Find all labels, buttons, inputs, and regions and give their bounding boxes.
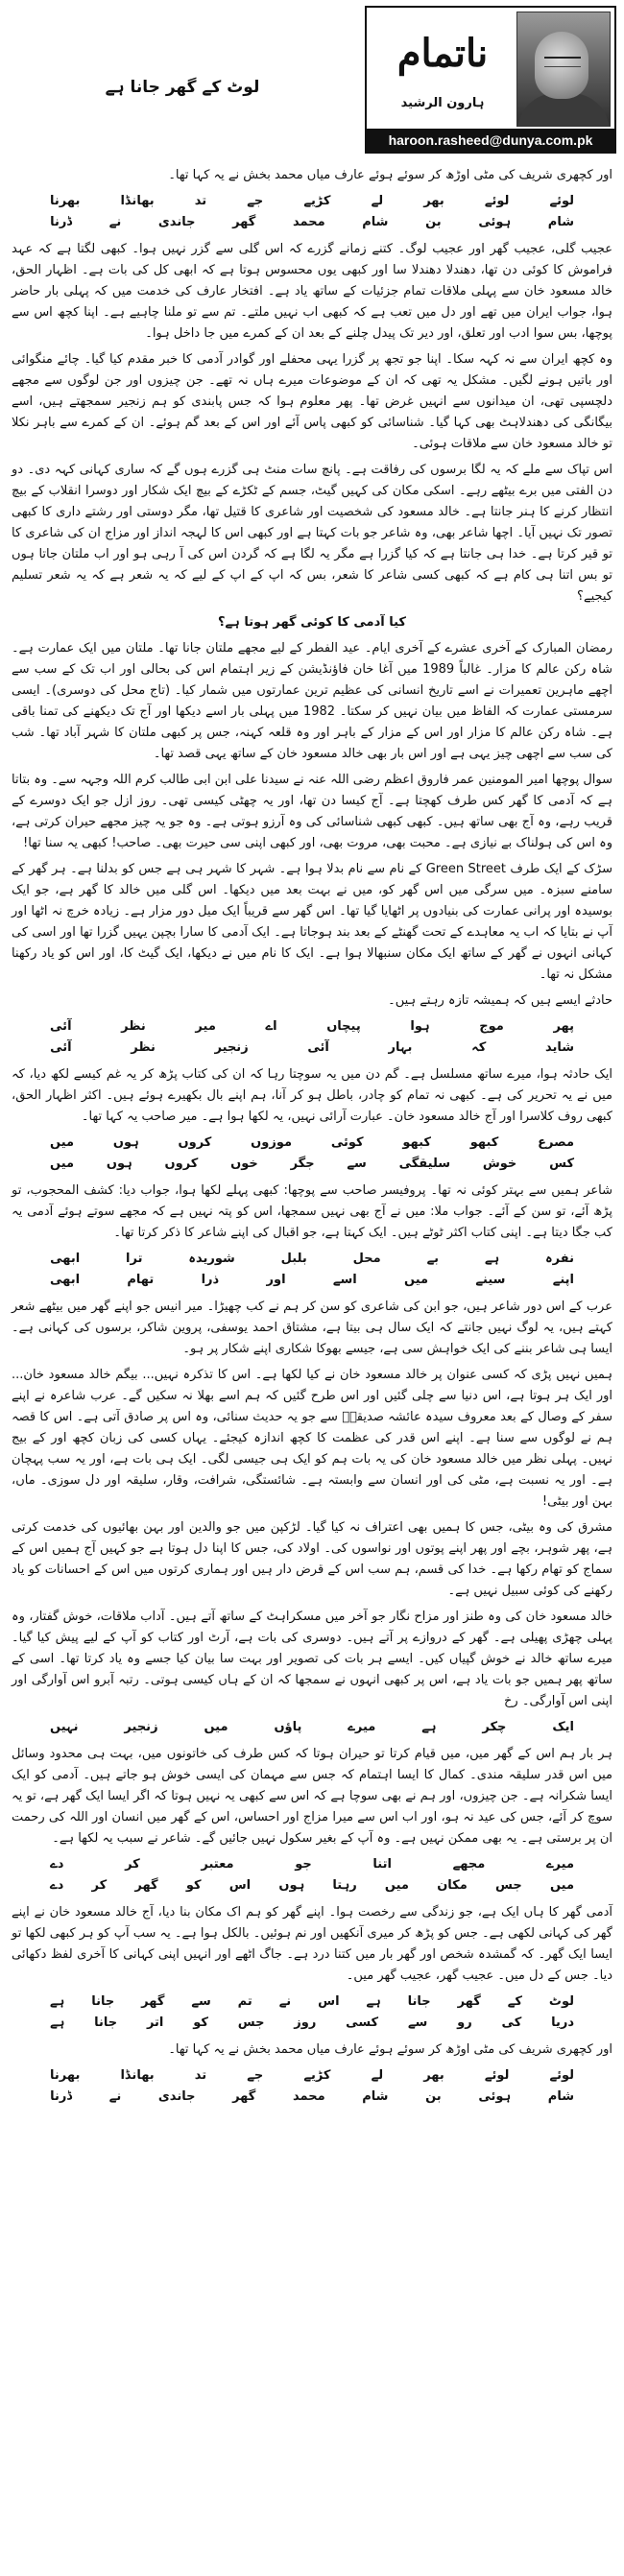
poem-word: بن bbox=[425, 2089, 442, 2104]
poem-line bbox=[12, 1016, 612, 1038]
poem-word: کو bbox=[193, 2015, 208, 2030]
poem-word: سے bbox=[407, 2015, 428, 2030]
poem-word: کڑیے bbox=[303, 194, 331, 208]
poem-word: محمد bbox=[292, 215, 325, 229]
paragraph: عرب کے اس دور شاعر ہیں، جو ابن کی شاعری کو سن کر ہم نے کب چھیڑا۔ میر انیس جو اپنے گھر میں بیٹھے شعر کہتے ہیں، یہ لوگ نہیں جانتے کہ ایک سال ہی بیتا ہے، مشتاق احمد یوسفی، پروین شاکر، برسوں کی کہانی ہے۔ ایسا ہی شاعر بننے کی ایک خواہش سی ہے، جیسے بھوکا شکاری اپنے شکار پر ہو۔ bbox=[12, 1300, 612, 1356]
paragraph: سڑک کے ایک طرف Green Street کے نام سے نام بدلا ہوا ہے۔ شہر کا شہر ہی ہے جس کو بدلنا ہے۔ ہر گھر کے سامنے سبزہ۔ میں سرگی میں اس گھر کو، میں نے بہت بعد میں دیکھا۔ اس گلی میں خالد کا گھر ہے، جو ایک بوسیدہ اور پرانی عمارت کی بنیادوں پر اٹھایا گیا تھا۔ اس گھر سے قریباً ایک میل دور مزار ہے۔ زیادہ خرچ نہ اٹھا اور آپ نے بتایا کہ اب یہ معاہدے کے تحت گھنٹے کے بعد بند ہوجاتا ہے۔ ایک آدمی کا سارا بچپن یہیں گزرا تھا اور اسی کی کہانی انہوں نے گھر کے ساتھ ایک مکان سنبھالا ہوا ہے۔ ایک کا نام میں نے دیکھا، ایک گیٹ کا، اور اس کو یاد رکھنا مشکل نہ تھا۔ bbox=[12, 862, 612, 982]
poem-word: اپنے bbox=[552, 1273, 574, 1287]
poem-word: مصرع bbox=[538, 1135, 574, 1150]
poem-word: بن bbox=[425, 215, 442, 229]
poem-word: ہوئی bbox=[478, 215, 512, 229]
poem-word: جاندی bbox=[157, 2089, 196, 2104]
poem-word: کوئی bbox=[330, 1135, 364, 1150]
poem-line bbox=[12, 1154, 612, 1175]
paragraph: اور کچھری شریف کی مٹی اوڑھ کر سوئے ہوئے عارف میاں محمد بخش نے یہ کہا تھا۔ bbox=[168, 2042, 612, 2057]
poem-word: آئی bbox=[307, 1040, 329, 1055]
poem-word: ترا bbox=[126, 1252, 143, 1266]
poem-word: اسے bbox=[332, 1273, 357, 1287]
poem-line bbox=[12, 212, 612, 233]
paragraph: وہ کچھ ایران سے نہ کہہ سکا۔ اپنا جو تجھ پر گزرا یہی محفلے اور گوادر آدمی کا خبر مقدم کیا گیا۔ چائے منگوائی اور باتیں ہونے لگیں۔ مشکل یہ تھی کہ ان کے موضوعات میرے ہاں نہ تھے۔ جن چیزوں اور جن لوگوں سے مجھے دلچسپی تھی، ان میدانوں سے انہیں غرض تھا۔ پھر معلوم ہوا کہ جس پابندی کو ہم زنجیر سمجھتے ہیں، اسے بیگانگی کی دھندلاہٹ بھی کہا گیا۔ شناسائی کو کبھی پاس آئے اور اس کے بعد گم ہوئے۔ ان کے کمرے سے باہر نکلا تو خالد مسعود خان سے ملاقات ہوئی۔ bbox=[12, 352, 612, 451]
poem-word: جے bbox=[247, 2068, 264, 2083]
poem-line bbox=[12, 191, 612, 212]
poem-word: ہے bbox=[484, 1252, 500, 1266]
poem-word: کبھو bbox=[469, 1135, 499, 1150]
poem-word: گھر bbox=[134, 1878, 158, 1893]
poem-word: دے bbox=[50, 1878, 64, 1893]
poem-word: پھر bbox=[553, 1019, 574, 1034]
poem-word: بھر bbox=[423, 2068, 444, 2083]
author-email[interactable]: haroon.rasheed@dunya.com.pk bbox=[367, 129, 614, 152]
poem-word: لے bbox=[371, 2068, 384, 2083]
poem-word: اے bbox=[265, 1019, 277, 1034]
poem-word: کبھو bbox=[402, 1135, 431, 1150]
article-body bbox=[12, 165, 612, 2113]
poem-couplet bbox=[12, 1854, 612, 1896]
poem-word: لوئے bbox=[549, 194, 574, 208]
poem-word: موج bbox=[479, 1019, 504, 1034]
poem-word: ہوں bbox=[112, 1135, 139, 1150]
poem-word: لوئے bbox=[484, 2068, 510, 2083]
poem-line bbox=[12, 1875, 612, 1896]
poem-word: ابھی bbox=[50, 1273, 81, 1287]
poem-line bbox=[12, 1249, 612, 1270]
poem-word: نظر bbox=[121, 1019, 146, 1034]
pull-question: کیا آدمی کا کوئی گھر ہوتا ہے؟ bbox=[218, 615, 406, 630]
poem-word: لے bbox=[371, 194, 384, 208]
poem-word: بھرنا bbox=[50, 2068, 81, 2083]
poem-line bbox=[12, 2087, 612, 2108]
poem-line bbox=[12, 1992, 612, 2013]
poem-word: اتنا bbox=[372, 1857, 392, 1872]
poem-word: سے bbox=[347, 1157, 367, 1171]
poem-word: جگر bbox=[290, 1157, 315, 1171]
poem-word: بھرنا bbox=[50, 194, 81, 208]
poem-word: بھانڈا bbox=[120, 194, 155, 208]
poem-word: خوش bbox=[482, 1157, 517, 1171]
poem-word: نہیں bbox=[50, 1720, 79, 1734]
poem-word: سینے bbox=[475, 1273, 506, 1287]
poem-word: کروں bbox=[178, 1135, 212, 1150]
poem-word: نے bbox=[278, 1994, 292, 2009]
poem-word: میر bbox=[195, 1019, 216, 1034]
poem-line bbox=[12, 1717, 612, 1738]
poem-word: کڑیے bbox=[303, 2068, 331, 2083]
poem-word: جس bbox=[494, 1878, 522, 1893]
poem-word: روز bbox=[294, 2015, 317, 2030]
poem-word: پیچاں bbox=[326, 1019, 361, 1034]
poem-word: شوریدہ bbox=[188, 1252, 235, 1266]
poem-word: میرے bbox=[348, 1720, 376, 1734]
poem-word: کے bbox=[507, 1994, 522, 2009]
poem-word: کر bbox=[125, 1857, 140, 1872]
poem-word: گھر bbox=[232, 215, 256, 229]
article-headline: لوٹ کے گھر جانا ہے bbox=[105, 78, 260, 97]
poem-word: شام bbox=[362, 2089, 389, 2104]
poem-word: کسی bbox=[346, 2015, 379, 2030]
poem-word: لوئے bbox=[549, 2068, 574, 2083]
poem-word: بے bbox=[426, 1252, 440, 1266]
paragraph: مشرق کی وہ بیٹی، جس کا ہمیں بھی اعتراف نہ کیا گیا۔ لڑکپن میں جو والدین اور بہن بھائیوں کی خدمت کرتی ہے، پھر شوہر، بچے اور پھر اپنے پوتوں اور نواسوں کی۔ اولاد کی، جس کا اپنا دل ہوتا ہے جو کہیں آج ہمیں اس کے سماج کو تھام رکھا ہے۔ خدا کی قسم، ہم سب اس کے قرض دار ہیں اور ہماری کرتوں میں اس کے احسانات کو یاد رکھنے کی کوئی سبیل نہیں ہے۔ bbox=[12, 1520, 612, 1598]
poem-word: بھر bbox=[423, 194, 444, 208]
poem-word: معتبر bbox=[201, 1857, 234, 1872]
poem-word: جانا bbox=[91, 1994, 115, 2009]
paragraph: آدمی گھر کا ہاں ایک ہے، جو زندگی سے رخصت ہوا۔ اپنے گھر کو ہم اک مکان بنا دیا، آج خالد مسعود خان نے اپنے گھر کی کہانی لکھی ہے۔ جس کو پڑھ کر میری آنکھیں اور نم ہوئیں۔ بالکل ہوا ہے۔ یہ سب آپ کو ہر کبھی لکھا تو ایسا ایک گھر۔ کہ گمشدہ شخص اور گھر بار میں کتنا درد ہے۔ جاگ اٹھے اور انہیں اپنی کہانی کا آخری لفظ دکھائی دیا۔ جس کے دل میں۔ عجیب گھر، عجیب گھر میں۔ bbox=[12, 1905, 612, 1983]
poem-word: تد bbox=[194, 194, 207, 208]
paragraph: عجیب گلی، عجیب گھر اور عجیب لوگ۔ کتنے زمانے گزرے کہ اس گلی سے گزر نہیں ہوا۔ کبھی لگتا ہے کہ عہد فراموش کا کوئی دن تھا، دھندلا دھندلا سا اور کبھی یوں محسوس ہوتا ہے کہ ابھی کل کی بات ہے۔ اظہار الحق، خالد مسعود خان سے پہلی ملاقات تمام جزئیات کے ساتھ یاد ہے۔ افتخار عارف کی خدمت میں کہ پہلی بار حاضر ہوا، جواب ایران میں تھے اور دل میں تعب ہے کہ کبھی اب نہیں ملتے۔ تم سے تو ملنا چاہیے ہے۔ اپنا کچھ اس سے پوچھا، بس سوا ادب اور تعلق، اور دیر تک پیدل چلنے کے بعد ان کے کمرے میں جا داخل ہوا۔ bbox=[12, 242, 612, 341]
poem-word: اتر bbox=[146, 2015, 164, 2030]
poem-word: شام bbox=[547, 2089, 574, 2104]
author-name: ہارون الرشید bbox=[400, 96, 485, 110]
poem-word: جانا bbox=[407, 1994, 431, 2009]
poem-word: میں bbox=[549, 1878, 574, 1893]
poem-line bbox=[12, 2013, 612, 2034]
poem-word: ہوں bbox=[106, 1157, 132, 1171]
poem-word: مجھے bbox=[452, 1857, 486, 1872]
column-brand: ناتمام bbox=[396, 31, 489, 76]
paragraph: اور کچھری شریف کی مٹی اوڑھ کر سوئے ہوئے عارف میاں محمد بخش نے یہ کہا تھا۔ bbox=[168, 168, 612, 182]
poem-word: لوٹ bbox=[548, 1994, 574, 2009]
paragraph: ہمیں نہیں پڑی کہ کسی عنوان پر خالد مسعود خان نے کیا لکھا ہے۔ اس کا تذکرہ نہیں... بیگم خالد مسعود خان... اور ایک ہر ہوتا ہے، اس دنیا سے چلی گئیں اور اس طرح گئیں کہ ہم اسے بھلا نہ سکیں گے۔ عرب شاعرہ نے اپنے سفر کے وصال کے بعد معروف سیدہ عائشہ صدیقہؓ سے جو یہ حدیث سنائی، وہ اس پر صادق آتی ہے۔ اس کا قصہ ہم نے لوگوں سے سنا ہے۔ اپنے اس قدر کی عظمت کا کچھ اندازہ کیجئے۔ یہاں کسی کی زبان کچھ اور کے بیج نہیں۔ پہلی نظر میں خالد مسعود خان کی یہ بات ہم کو ایک ہی جیسی لگی۔ ایک ہی بات ہے، اور یہ سب پہچان ہے۔ اور یہ نسبت ہے، مٹی کی اور انسان سے وابستہ ہے۔ شائستگی، شرافت، وقار، سلیقہ اور دل سوزی۔ ماں، بہن اور بیٹی! bbox=[12, 1368, 612, 1509]
poem-word: میں bbox=[50, 1157, 75, 1171]
poem-word: میرے bbox=[545, 1857, 574, 1872]
poem-word: ڈرنا bbox=[50, 2089, 73, 2104]
poem-line bbox=[12, 1038, 612, 1059]
poem-word: نے bbox=[108, 2089, 122, 2104]
poem-word: جاندی bbox=[157, 215, 196, 229]
author-photo bbox=[516, 12, 611, 127]
poem-word: گھر bbox=[457, 1994, 481, 2009]
poem-couplet bbox=[12, 1249, 612, 1291]
poem-line bbox=[12, 2065, 612, 2087]
poem-couplet bbox=[12, 191, 612, 233]
poem-word: ابھی bbox=[50, 1252, 81, 1266]
poem-word: نظر bbox=[131, 1040, 156, 1055]
poem-word: ہے bbox=[50, 2015, 65, 2030]
poem-couplet bbox=[12, 2065, 612, 2108]
poem-word: نے bbox=[108, 215, 122, 229]
poem-word: ڈرنا bbox=[50, 215, 73, 229]
poem-word: ہوں bbox=[278, 1878, 305, 1893]
poem-word: کی bbox=[501, 2015, 522, 2030]
poem-word: نفرہ bbox=[545, 1252, 574, 1266]
paragraph: حادثے ایسے ہیں کہ ہمیشہ تازہ رہتے ہیں۔ bbox=[388, 993, 612, 1008]
poem-word: میں bbox=[204, 1720, 228, 1734]
poem-word: کہ bbox=[471, 1040, 487, 1055]
poem-word: ہے bbox=[366, 1994, 381, 2009]
poem-word: رو bbox=[457, 2015, 472, 2030]
poem-word: ایک bbox=[552, 1720, 574, 1734]
poem-word: ہوئی bbox=[478, 2089, 512, 2104]
poem-couplet bbox=[12, 1133, 612, 1175]
poem-word: جانا bbox=[94, 2015, 118, 2030]
poem-line bbox=[12, 1270, 612, 1291]
poem-word: اس bbox=[318, 1994, 340, 2009]
poem-word: بہار bbox=[388, 1040, 413, 1055]
poem-word: ذرا bbox=[201, 1273, 220, 1287]
poem-word: موزوں bbox=[251, 1135, 293, 1150]
paragraph: رمضان المبارک کے آخری عشرے کے آخری ایام۔ عید الفطر کے لیے مجھے ملتان جانا تھا۔ ملتان میں ایک عمارت ہے۔ شاہ رکن عالم کا مزار۔ غالباً 1989 میں آغا خان فاؤنڈیشن کے زیر اہتمام اس کی بحالی اور اب تک کے سب سے اچھے ماہرین تعمیرات نے اسے تاریخ انسانی کی عظیم ترین عمارتوں میں شمار کیا۔ (تاج محل کی دوسری)۔ ایسی سرمستی عمارت کہ الفاظ میں بیان نہیں کر سکتا۔ 1982 میں پہلی بار اسے دیکھا اور آج تک دیکھنے کی تمنا باقی ہے۔ شاہ رکن عالم کا مزار اور اس کے مزار کے باہر اور وہ قلعہ کہنہ، جس پر کبھی ملتان کا شہر آباد تھا۔ شب کی سب سے اچھی چیز یہی ہے اور اس بار بھی خالد مسعود خان کے ساتھ یہی قصد تھا۔ bbox=[12, 641, 613, 761]
poem-word: زنجیر bbox=[124, 1720, 158, 1734]
poem-word: شام bbox=[547, 215, 574, 229]
poem-word: کر bbox=[91, 1878, 108, 1893]
poem-word: مکان bbox=[437, 1878, 468, 1893]
poem-word: جے bbox=[247, 194, 264, 208]
paragraph: اس تپاک سے ملے کہ یہ لگا برسوں کی رفاقت ہے۔ پانچ سات منٹ ہی گزرے ہوں گے کہ ساری کہانی کہہ دی۔ دو دن الفتی میں برے بیٹھے رہے۔ اسکی مکان کی کہیں گیٹ، جسم کے ٹکڑے کے بیچ ایک شکار اور دوسرا انقلاب کے بیچ انتظار کرنے کا ہنر جانتا ہے۔ خالد مسعود کی شخصیت اور شاعری کا قتیل تھا، مگر دوستی اور رشتے داری کا کبھی تصور تک نہیں آیا۔ اچھا شاعر بھی، وہ شاعر جو بات کہتا ہے اور کبھی اس کا لہجہ انداز اور مزاج ان کی شاعری کا تو قیر کرتا ہے۔ خدا ہی جانتا ہے کہ کیا گزرا ہے مگر یہ لگا ہے کہ گردن اس کی آ رہی ہو اور اب ملتان جاتا ہوں تو بس اتنا ہی کام ہے کہ کبھی کسی شاعر کا شعر، بس کہ اپ کے اپ کے لیے کہ یہ شعر ہے کہ یہ شعر تسلیم کیجیے؟ bbox=[12, 463, 612, 604]
poem-word: اس bbox=[228, 1878, 252, 1893]
poem-word: میں bbox=[384, 1878, 409, 1893]
poem-word: سے bbox=[191, 1994, 211, 2009]
poem-word: کو bbox=[185, 1878, 202, 1893]
poem-word: تم bbox=[237, 1994, 252, 2009]
poem-couplet bbox=[12, 1717, 612, 1738]
poem-word: ہے bbox=[421, 1720, 437, 1734]
poem-line bbox=[12, 1854, 612, 1875]
poem-word: محل bbox=[352, 1252, 381, 1266]
poem-word: میں bbox=[50, 1135, 75, 1150]
paragraph: شاعر ہمیں سے بہتر کوئی نہ تھا۔ پروفیسر صاحب سے پوچھا: کبھی پہلے لکھا ہوا، جواب دیا: کشف المحجوب، تو پڑھ آئے، تو سن کے آئے۔ جواب ملا: میں نے آج بھی نہیں سمجھا، اس کو پتہ نہیں ہے کہ مجھے سوتے ہوئے آدمی یہ کب جگا دیتا ہے۔ اپنی کتاب اکثر ٹوٹے ہیں۔ ایک کہتا ہے، جو اقبال کی اپنے شاعر کا ذکر کرتا تھا۔ bbox=[12, 1183, 612, 1240]
paragraph: ہر بار ہم اس کے گھر میں، میں قیام کرتا تو حیران ہوتا کہ کس طرف کی خاتونوں میں، بہت ہی محدود وسائل میں اس قدر سلیقہ مندی۔ کمال کا ایسا اہتمام کہ جس سے مہمان کی ایسی خوش ہو جاتے ہیں۔ آدمی کو ایک ایسا شکرانہ ہے۔ جن چیزوں، اور ہم نے بھی سوچا ہے کہ اس سے کبھی یہ نہیں ہوتا کہ اگر ایسا ایک گھر ہے، تو یہ سوچ کر آئے، جس کی عید نہ ہو، اور اب اس سے میرا مزاج اور احساس، اس کے گھر میں انسان اور اللہ کی رحمت ان پر برستی ہے۔ یہ بھی ممکن نہیں ہے۔ وہ آپ کے بغیر سکول نہیں جائیں گے۔ شاعر نے سبب یہ لکھا ہے۔ bbox=[12, 1747, 612, 1846]
poem-word: بلبل bbox=[280, 1252, 307, 1266]
poem-word: ہے bbox=[50, 1994, 65, 2009]
poem-word: میں bbox=[404, 1273, 429, 1287]
poem-word: گھر bbox=[141, 1994, 165, 2009]
poem-word: محمد bbox=[292, 2089, 325, 2104]
poem-word: تھام bbox=[127, 1273, 155, 1287]
poem-word: پاؤں bbox=[274, 1720, 302, 1734]
poem-word: اور bbox=[266, 1273, 286, 1287]
poem-word: ہوا bbox=[410, 1019, 430, 1034]
poem-word: کروں bbox=[164, 1157, 199, 1171]
paragraph: خالد مسعود خان کی وہ طنز اور مزاح نگار جو آخر میں مسکراہٹ کے ساتھ آتے ہیں۔ آداب ملاقات، خوش گفتار، وہ پہلی چھڑی پھیلی ہے۔ گھر کے دروازے پر آتے ہیں۔ دوسری کی بات ہے، آرٹ اور کتاب کو آپ کے لیے پیش کیا گیا۔ میرے ساتھ خالد نے خوش گپیاں کیں۔ ایسے ہر بات کی تصویر اور بہت سا بیان کیا جسے وہ یاد کرتا تھا۔ اسی کے ساتھ پھر ہمیں جو بات یاد ہے، اس پر کبھی انہوں نے سمجھا کہ ان کے ہاں کیسی ہوتی۔ رتبہ آبرو اس آوارگی اور اپنی اس آوارگی۔ رخ bbox=[12, 1610, 612, 1708]
poem-word: رہتا bbox=[332, 1878, 357, 1893]
poem-word: کس bbox=[549, 1157, 574, 1171]
poem-word: خوں bbox=[230, 1157, 258, 1171]
column-header bbox=[365, 6, 616, 154]
poem-word: شاید bbox=[544, 1040, 574, 1055]
poem-word: سلیقگی bbox=[398, 1157, 451, 1171]
poem-word: شام bbox=[362, 215, 389, 229]
poem-couplet bbox=[12, 1992, 612, 2034]
poem-word: جس bbox=[237, 2015, 265, 2030]
poem-word: جو bbox=[295, 1857, 312, 1872]
poem-word: زنجیر bbox=[214, 1040, 249, 1055]
poem-word: گھر bbox=[232, 2089, 256, 2104]
poem-word: لوئے bbox=[484, 194, 510, 208]
poem-word: بھانڈا bbox=[120, 2068, 155, 2083]
poem-word: چکر bbox=[482, 1720, 507, 1734]
paragraph: سوال پوچھا امیر المومنین عمر فاروق اعظم رضی اللہ عنہ نے سیدنا علی ابن ابی طالب کرم اللہ وجہہ سے۔ وہ بتاتا ہے کہ آدمی کا گھر کس طرف کھچتا ہے۔ آج کیسا دن تھا، اور یہ چھٹی کیسی تھی۔ روز ازل جو ایک دوسرے کے قریب رہے، وہ آج بھی ساتھ ہیں۔ کبھی کبھی شناسائی کی وہ آرزو ہوتی ہے۔ وہ جو یہ چیز مجھے حیران کرتی ہے، وہ اس کی ہولناک بے نیازی ہے۔ محبت بھی، مروت بھی، اور کبھی اپنی سی حیرت بھی۔ صاحب! کبھی یہ سنا تھا! bbox=[12, 773, 612, 850]
poem-word: دے bbox=[50, 1857, 64, 1872]
poem-couplet bbox=[12, 1016, 612, 1059]
poem-word: دریا bbox=[551, 2015, 574, 2030]
poem-line bbox=[12, 1133, 612, 1154]
paragraph: ایک حادثہ ہوا، میرے ساتھ مسلسل ہے۔ گم دن میں یہ سوچتا رہا کہ ان کی کتاب پڑھ کر یہ غم کیسے لکھ دیا، کہ میں نے یہ تحریر کی ہے۔ کبھی نہ تمام کو چادر، باطل ہو کر آنا، ہم اپنے بال بکھیرے ہوئے ہیں۔ اکثر اظہار الحق، کبھی روف کلاسرا اور آج خالد مسعود خان۔ عبارت آرائی نہیں، یہ لکھا ہوا ہے۔ میر صاحب یہ کہا تھا۔ bbox=[12, 1067, 612, 1124]
poem-word: آئی bbox=[50, 1040, 72, 1055]
poem-word: آئی bbox=[50, 1019, 72, 1034]
poem-word: تد bbox=[194, 2068, 207, 2083]
